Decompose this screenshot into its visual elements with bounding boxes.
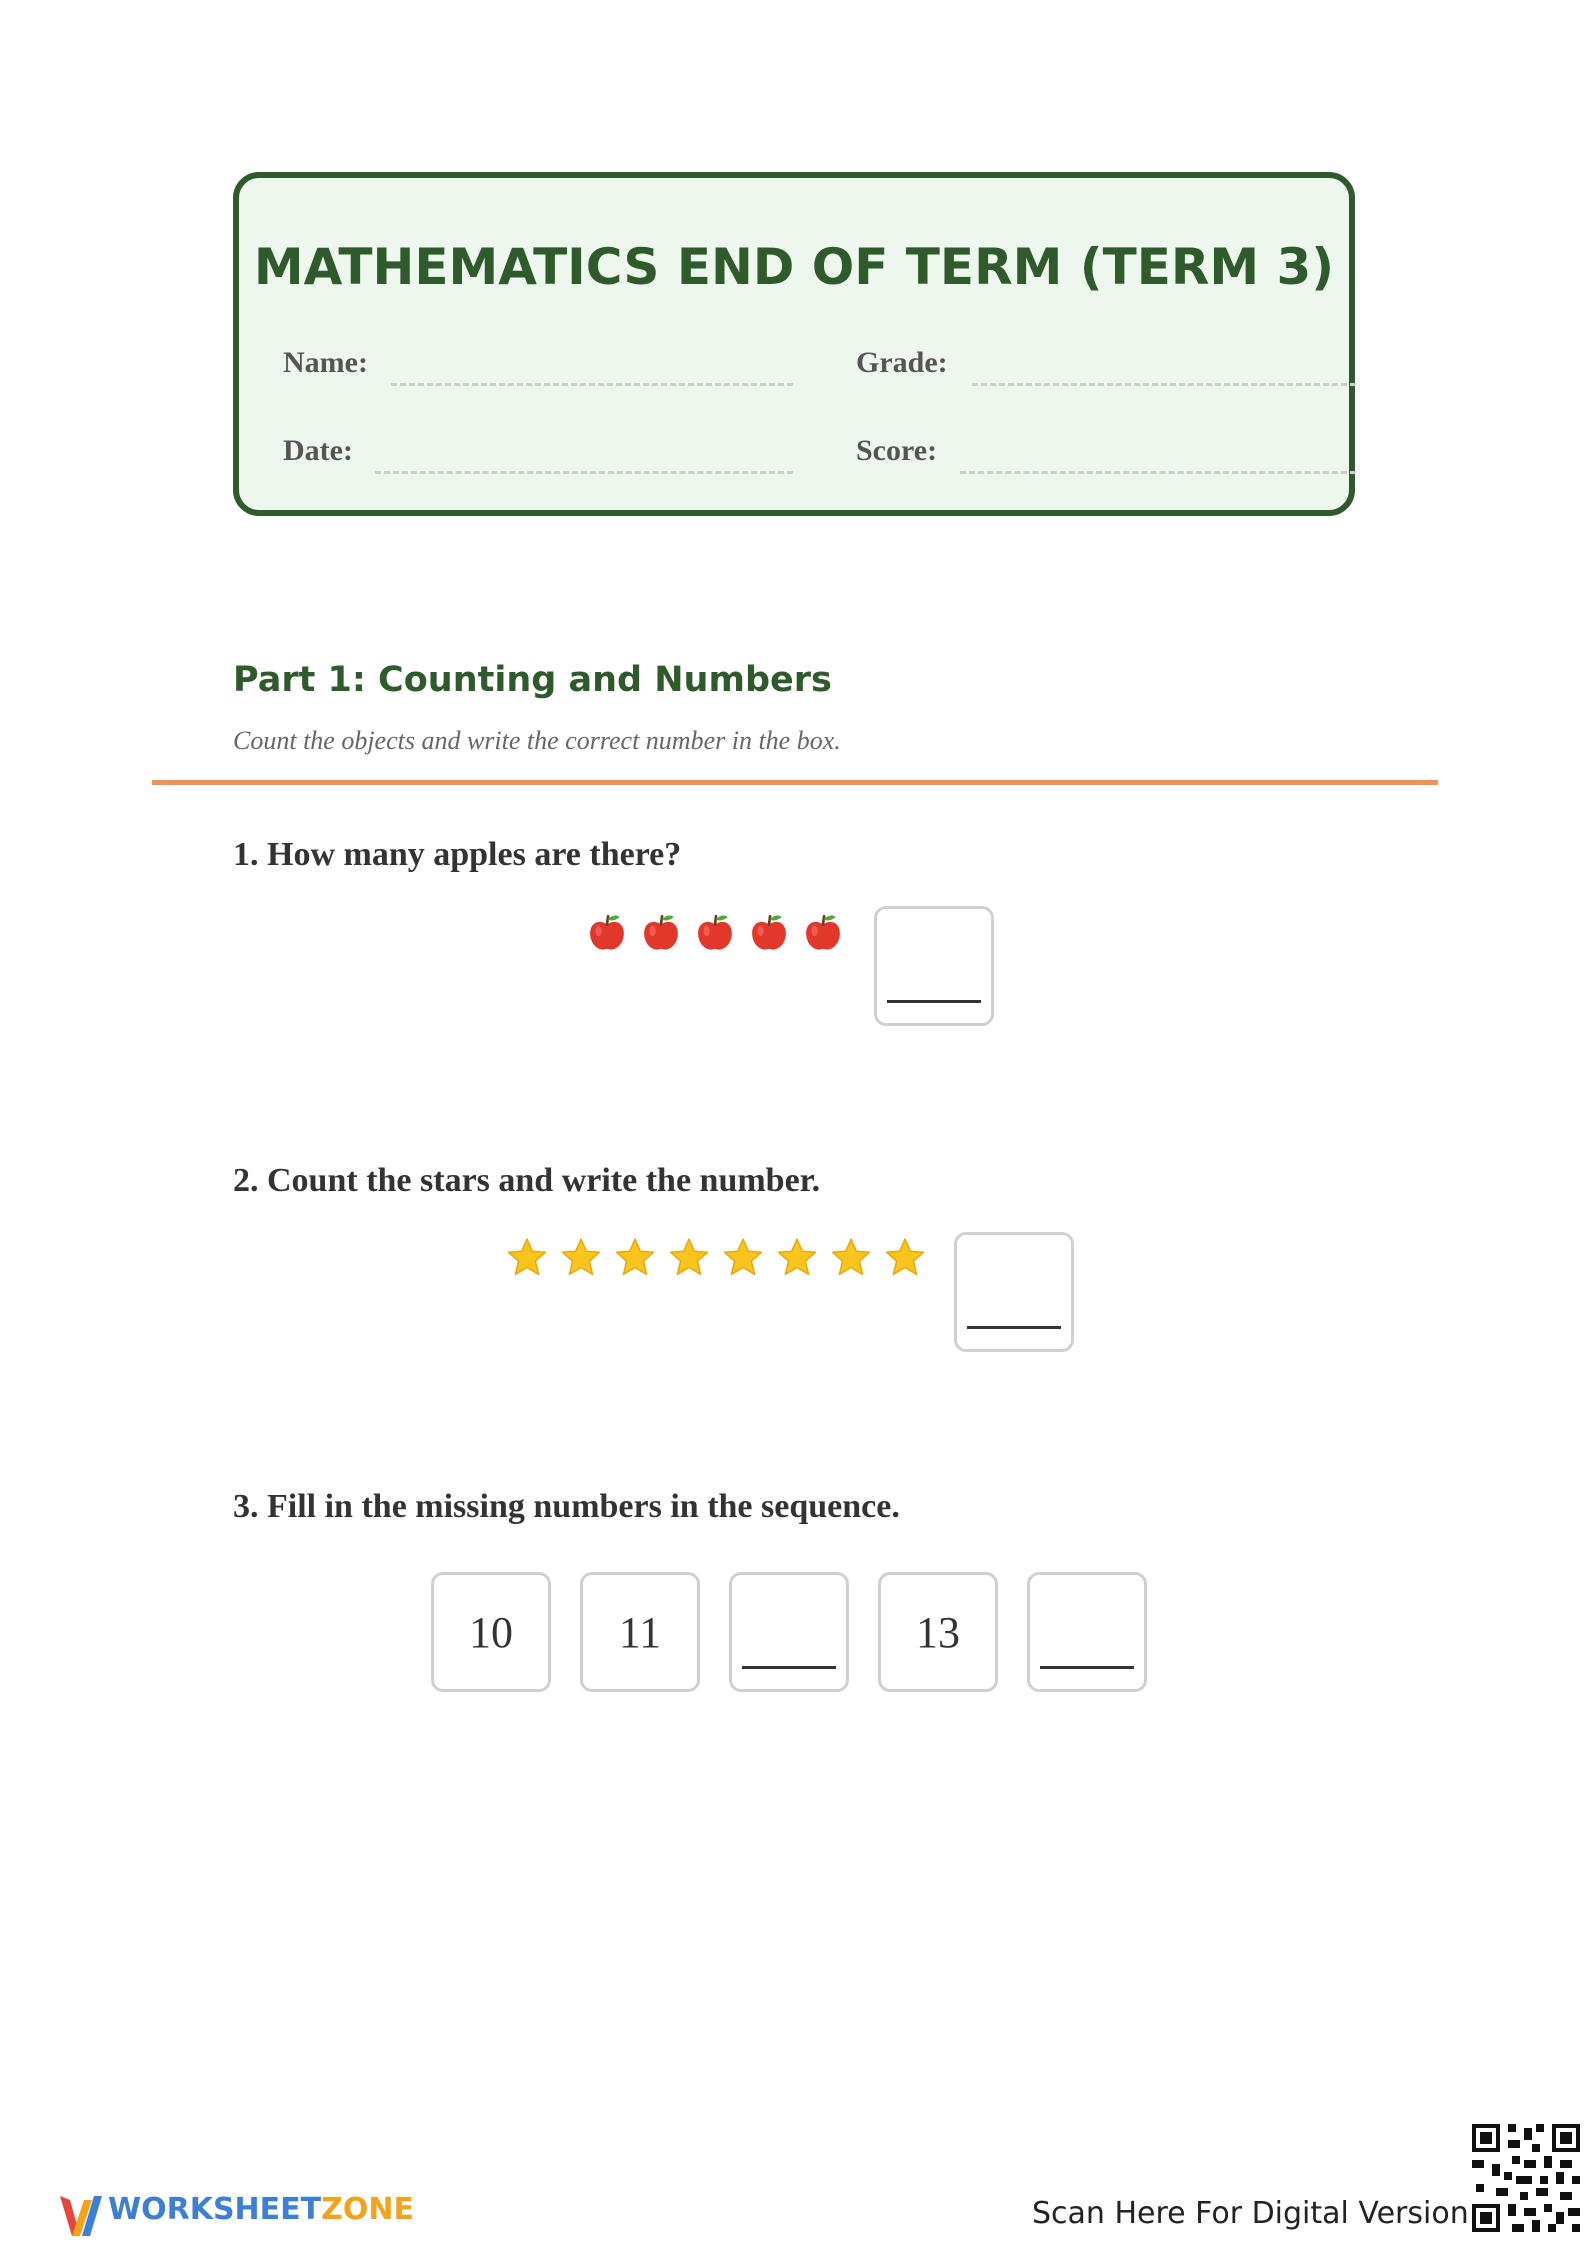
star-row (506, 1236, 926, 1278)
section-instruction: Count the objects and write the correct number in the box. (233, 726, 841, 755)
qr-code-icon[interactable] (1472, 2124, 1580, 2232)
grade-label: Grade: (856, 346, 948, 379)
apple-row (586, 912, 844, 954)
scan-text: Scan Here For Digital Version (1032, 2196, 1469, 2231)
grade-line[interactable] (972, 383, 1356, 386)
question-3: 3. Fill in the missing numbers in the sequence. (233, 1488, 900, 1525)
star-icon (884, 1236, 926, 1278)
question-1: 1. How many apples are there? (233, 836, 682, 873)
sequence-box-blank-2[interactable] (1027, 1572, 1147, 1692)
worksheet-title: MATHEMATICS END OF TERM (TERM 3) (253, 238, 1335, 296)
sequence-box-4: 13 (878, 1572, 998, 1692)
star-icon (668, 1236, 710, 1278)
sequence-box-2: 11 (580, 1572, 700, 1692)
star-icon (560, 1236, 602, 1278)
sequence-box-1: 10 (431, 1572, 551, 1692)
section-divider (152, 780, 1438, 785)
name-field[interactable] (283, 346, 793, 386)
star-icon (776, 1236, 818, 1278)
sequence-box-blank-1[interactable] (729, 1572, 849, 1692)
star-icon (722, 1236, 764, 1278)
question-2: 2. Count the stars and write the number. (233, 1162, 821, 1199)
answer-line-1 (887, 1000, 981, 1003)
apple-icon (748, 912, 790, 954)
star-icon (506, 1236, 548, 1278)
score-line[interactable] (960, 471, 1356, 474)
apple-icon (694, 912, 736, 954)
header-card (233, 172, 1355, 516)
brand-part-2: ZONE (321, 2192, 414, 2227)
apple-icon (802, 912, 844, 954)
score-field[interactable] (856, 434, 1356, 474)
section-title: Part 1: Counting and Numbers (233, 660, 832, 700)
sequence-line-1 (742, 1666, 836, 1669)
name-line[interactable] (391, 383, 793, 386)
name-label: Name: (283, 346, 368, 379)
brand-part-1: WORKSHEET (108, 2192, 322, 2227)
date-field[interactable] (283, 434, 793, 474)
grade-field[interactable] (856, 346, 1356, 386)
brand-name (108, 2192, 414, 2227)
answer-box-1[interactable] (874, 906, 994, 1026)
date-line[interactable] (375, 471, 793, 474)
date-label: Date: (283, 434, 353, 467)
answer-line-2 (967, 1326, 1061, 1329)
star-icon (830, 1236, 872, 1278)
apple-icon (640, 912, 682, 954)
apple-icon (586, 912, 628, 954)
score-label: Score: (856, 434, 938, 467)
answer-box-2[interactable] (954, 1232, 1074, 1352)
sequence-line-2 (1040, 1666, 1134, 1669)
star-icon (614, 1236, 656, 1278)
